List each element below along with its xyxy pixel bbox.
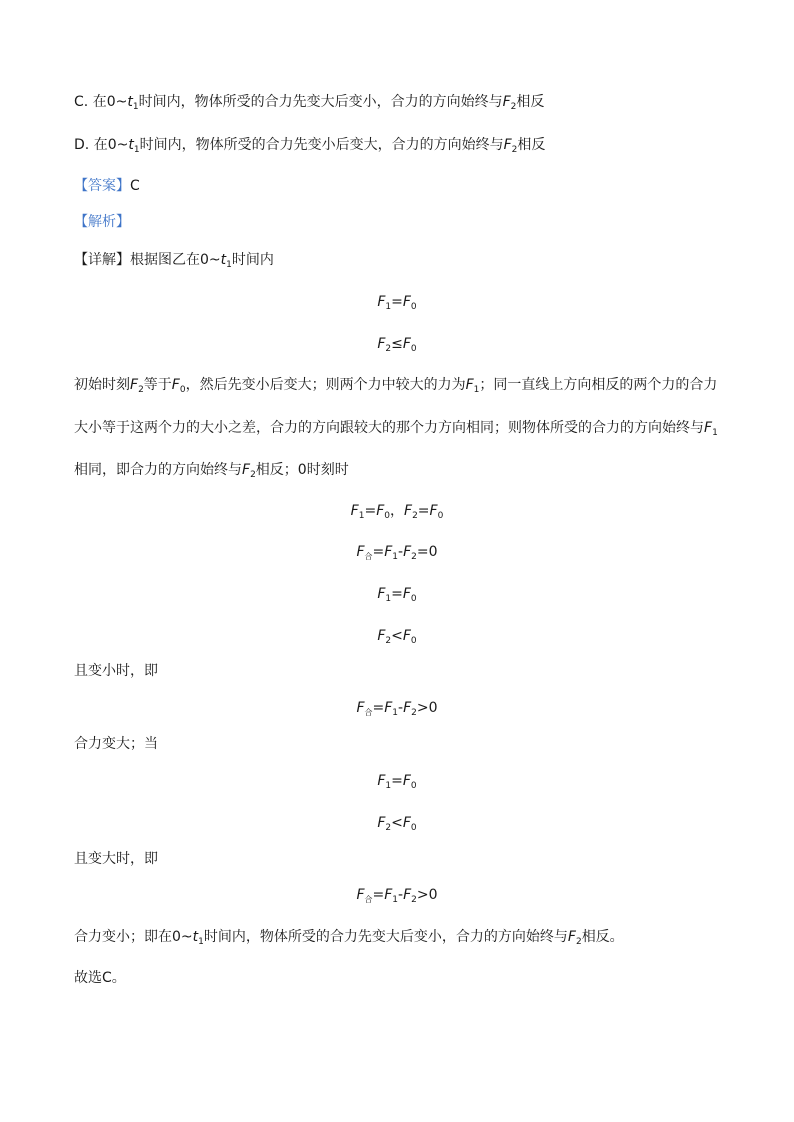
para1-text-4: ；同一直线上方向相反的两个力的合力 bbox=[479, 377, 718, 393]
equation-i bbox=[0, 813, 794, 833]
eq-i-f2: F bbox=[402, 815, 411, 831]
eq-e-sub1: 1 bbox=[385, 594, 392, 604]
detail-zero: 0 bbox=[200, 252, 209, 268]
eq-j-f1: F bbox=[384, 887, 393, 903]
option-d-t-sub: 1 bbox=[133, 145, 140, 155]
equation-a bbox=[0, 292, 794, 312]
para1-line3-f: F bbox=[242, 462, 251, 478]
final-line bbox=[74, 968, 126, 988]
para1-line3-zero: 0 bbox=[297, 462, 307, 478]
para1-line2 bbox=[74, 418, 718, 438]
eq-j-op2: > bbox=[416, 887, 429, 903]
answer-value: C bbox=[130, 178, 140, 194]
analysis-tag: 【解析】 bbox=[74, 214, 130, 230]
eq-e-sub2: 0 bbox=[410, 594, 417, 604]
eq-b-sub1: 2 bbox=[385, 344, 392, 354]
eq-g-f2: F bbox=[403, 700, 412, 716]
option-d-zero: 0 bbox=[107, 137, 117, 153]
para1-text-3: ，然后先变小后变大；则两个力中较大的力为 bbox=[185, 377, 466, 393]
text-small: 且变小时，即 bbox=[74, 663, 158, 679]
para1-line2-text: 大小等于这两个力的大小之差，合力的方向跟较大的那个力方向相同；则物体所受的合力的方向始终与 bbox=[74, 420, 704, 436]
eq-h-f: F bbox=[377, 773, 386, 789]
eq-d-f1: F bbox=[384, 544, 393, 560]
detail-tilde: ~ bbox=[208, 252, 221, 268]
para1-line2-f: F bbox=[704, 420, 713, 436]
eq-c-op2: = bbox=[417, 503, 430, 519]
eq-h-f2: F bbox=[402, 773, 411, 789]
para1-line3 bbox=[74, 460, 349, 480]
eq-f-f: F bbox=[377, 628, 386, 644]
conclusion-f: F bbox=[567, 929, 576, 945]
eq-c-sub3: 0 bbox=[437, 511, 444, 521]
eq-i-sub2: 0 bbox=[410, 823, 417, 833]
para1-line1 bbox=[74, 375, 717, 395]
eq-c-f2: F bbox=[404, 503, 413, 519]
eq-g-val: 0 bbox=[428, 700, 438, 716]
eq-d-f2: F bbox=[403, 544, 412, 560]
eq-c-f1: F bbox=[350, 503, 359, 519]
eq-b-op: ≤ bbox=[391, 336, 403, 352]
eq-j-he: 合 bbox=[364, 895, 373, 904]
para1-f1: F bbox=[465, 377, 474, 393]
eq-d-he: 合 bbox=[364, 552, 373, 561]
option-d-label: D. bbox=[74, 137, 90, 153]
para1-f2-sub: 2 bbox=[138, 385, 144, 395]
para1-text-2: 等于 bbox=[143, 377, 172, 393]
detail-text-2: 时间内 bbox=[231, 252, 274, 268]
answer-tag: 【答案】 bbox=[74, 178, 130, 194]
eq-f-f2: F bbox=[402, 628, 411, 644]
eq-j-val: 0 bbox=[428, 887, 438, 903]
option-c bbox=[74, 92, 544, 112]
eq-j-f2: F bbox=[403, 887, 412, 903]
eq-e-op: = bbox=[391, 586, 403, 602]
option-c-text-1: 在 bbox=[92, 94, 107, 110]
para1-line3-text-3: 时刻时 bbox=[306, 462, 349, 478]
eq-b-f: F bbox=[377, 336, 386, 352]
equation-g bbox=[0, 698, 794, 718]
answer-line bbox=[74, 176, 140, 196]
conclusion-text-2: 时间内，物体所受的合力先变大后变小，合力的方向始终与 bbox=[203, 929, 568, 945]
eq-g-f1: F bbox=[384, 700, 393, 716]
option-c-f: F bbox=[502, 94, 511, 110]
eq-a-sub2: 0 bbox=[410, 302, 417, 312]
option-d-f-sub: 2 bbox=[511, 145, 518, 155]
equation-e bbox=[0, 584, 794, 604]
option-d bbox=[74, 135, 545, 155]
eq-g-op2: > bbox=[416, 700, 429, 716]
eq-e-f: F bbox=[377, 586, 386, 602]
detail-tag: 【详解】 bbox=[74, 252, 130, 268]
eq-h-sub2: 0 bbox=[410, 781, 417, 791]
conclusion-zero: 0 bbox=[172, 929, 181, 945]
eq-f-op: < bbox=[391, 628, 403, 644]
eq-j-sub1: 1 bbox=[392, 895, 399, 905]
eq-d-sub1: 1 bbox=[392, 552, 399, 562]
eq-i-f: F bbox=[377, 815, 386, 831]
equation-c bbox=[0, 501, 794, 521]
option-c-text-2: 时间内，物体所受的合力先变大后变小，合力的方向始终与 bbox=[138, 94, 503, 110]
option-c-t-sub: 1 bbox=[132, 102, 139, 112]
eq-d-sub2: 2 bbox=[411, 552, 417, 562]
equation-h bbox=[0, 771, 794, 791]
eq-c-sub0: 0 bbox=[384, 511, 390, 521]
conclusion-tilde: ~ bbox=[180, 929, 193, 945]
eq-a-sub1: 1 bbox=[385, 302, 392, 312]
eq-f-sub1: 2 bbox=[385, 636, 392, 646]
eq-g-op1: = bbox=[372, 700, 385, 716]
option-d-t: t bbox=[128, 137, 134, 153]
eq-g-sub1: 1 bbox=[392, 708, 399, 718]
eq-e-f2: F bbox=[402, 586, 411, 602]
eq-c-sub2: 2 bbox=[412, 511, 418, 521]
text-big: 且变大时，即 bbox=[74, 851, 158, 867]
text-hebig: 合力变大；当 bbox=[74, 736, 158, 752]
conclusion-line bbox=[74, 927, 624, 947]
final-text-2: 。 bbox=[111, 970, 126, 986]
eq-c-sub1: 1 bbox=[358, 511, 365, 521]
option-d-tilde: ~ bbox=[116, 137, 129, 153]
option-d-text-3: 相反 bbox=[517, 137, 546, 153]
eq-j-op1: = bbox=[372, 887, 385, 903]
final-choice: C bbox=[102, 970, 112, 986]
eq-g-sub2: 2 bbox=[411, 708, 417, 718]
eq-c-f0: F bbox=[376, 503, 385, 519]
eq-i-sub1: 2 bbox=[385, 823, 392, 833]
eq-i-op: < bbox=[391, 815, 403, 831]
eq-d-minus: - bbox=[398, 544, 404, 560]
para1-text-1: 初始时刻 bbox=[74, 377, 130, 393]
analysis-line bbox=[74, 212, 130, 232]
equation-f bbox=[0, 626, 794, 646]
option-d-text-2: 时间内，物体所受的合力先变小后变大，合力的方向始终与 bbox=[139, 137, 504, 153]
para1-line3-text-1: 相同，即合力的方向始终与 bbox=[74, 462, 242, 478]
para1-f0: F bbox=[171, 377, 180, 393]
option-c-t: t bbox=[127, 94, 133, 110]
eq-b-sub2: 0 bbox=[410, 344, 417, 354]
eq-a-f2: F bbox=[402, 294, 411, 310]
para1-f2: F bbox=[130, 377, 139, 393]
option-c-text-3: 相反 bbox=[516, 94, 545, 110]
eq-g-f: F bbox=[356, 700, 365, 716]
final-text-1: 故选 bbox=[74, 970, 102, 986]
detail-t: t bbox=[220, 252, 227, 268]
eq-a-op: = bbox=[391, 294, 403, 310]
eq-b-f2: F bbox=[402, 336, 411, 352]
para1-f1-sub: 1 bbox=[473, 385, 480, 395]
para1-f0-sub: 0 bbox=[179, 385, 186, 395]
conclusion-f-sub: 2 bbox=[575, 937, 582, 947]
eq-j-minus: - bbox=[398, 887, 404, 903]
option-c-zero: 0 bbox=[106, 94, 116, 110]
eq-h-sub1: 1 bbox=[385, 781, 392, 791]
eq-h-op: = bbox=[391, 773, 403, 789]
eq-c-sep: ， bbox=[390, 503, 404, 519]
detail-t-sub: 1 bbox=[226, 260, 232, 270]
para1-line3-text-2: 相反； bbox=[255, 462, 298, 478]
detail-line bbox=[74, 250, 274, 270]
option-c-label: C. bbox=[74, 94, 89, 110]
eq-c-f3: F bbox=[429, 503, 438, 519]
eq-j-f: F bbox=[356, 887, 365, 903]
conclusion-text-1: 合力变小；即在 bbox=[74, 929, 172, 945]
eq-d-op2: = bbox=[416, 544, 429, 560]
detail-text-1: 根据图乙在 bbox=[130, 252, 200, 268]
conclusion-t: t bbox=[192, 929, 199, 945]
eq-f-sub2: 0 bbox=[410, 636, 417, 646]
option-d-f: F bbox=[503, 137, 512, 153]
eq-j-sub2: 2 bbox=[411, 895, 417, 905]
eq-c-op1: = bbox=[364, 503, 377, 519]
eq-g-minus: - bbox=[398, 700, 404, 716]
option-d-text-1: 在 bbox=[93, 137, 108, 153]
equation-b bbox=[0, 334, 794, 354]
equation-d bbox=[0, 542, 794, 562]
para1-line2-sub: 1 bbox=[712, 428, 718, 438]
conclusion-t-sub: 1 bbox=[198, 937, 204, 947]
para1-line3-sub: 2 bbox=[250, 470, 256, 480]
eq-d-f: F bbox=[356, 544, 365, 560]
eq-d-val: 0 bbox=[428, 544, 438, 560]
eq-g-he: 合 bbox=[364, 708, 373, 717]
eq-d-op1: = bbox=[372, 544, 385, 560]
option-c-f-sub: 2 bbox=[510, 102, 517, 112]
equation-j bbox=[0, 885, 794, 905]
eq-a-f: F bbox=[377, 294, 386, 310]
option-c-tilde: ~ bbox=[115, 94, 128, 110]
conclusion-text-3: 相反。 bbox=[581, 929, 624, 945]
